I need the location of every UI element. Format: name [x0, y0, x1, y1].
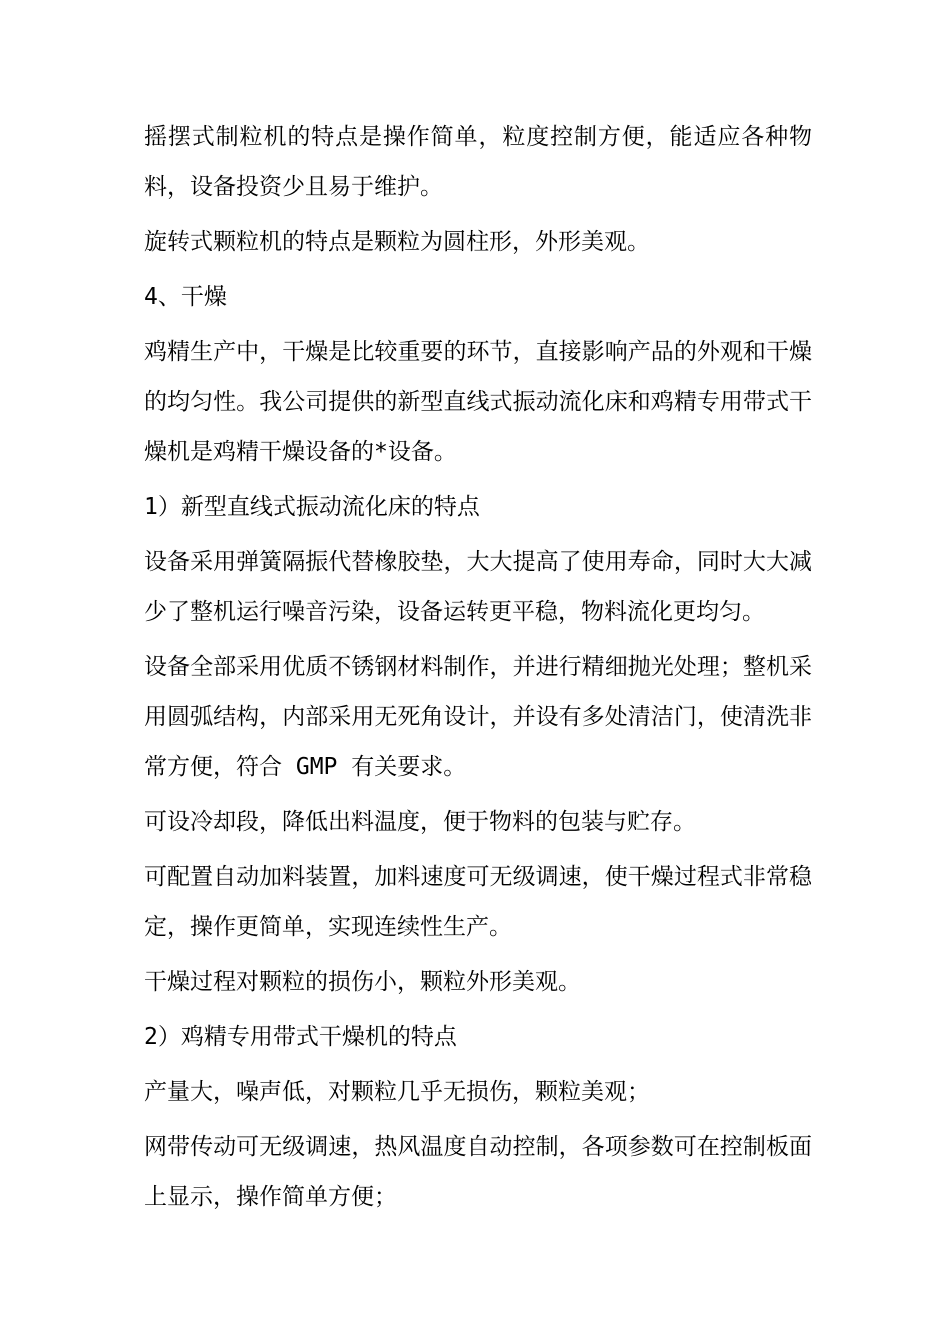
paragraph-low-damage: 干燥过程对颗粒的损伤小，颗粒外形美观。	[144, 969, 581, 995]
paragraph-auto-feeding: 可配置自动加料装置，加料速度可无级调速，使干燥过程式非常稳定，操作更简单，实现连续性生产。	[144, 864, 812, 940]
paragraph-oscillating-granulator: 摇摆式制粒机的特点是操作简单，粒度控制方便，能适应各种物料，设备投资少且易于维护。	[144, 124, 812, 200]
paragraph-belt-drive: 网带传动可无级调速，热风温度自动控制，各项参数可在控制板面上显示，操作简单方便；	[144, 1134, 812, 1210]
paragraph-cooling-section: 可设冷却段，降低出料温度，便于物料的包装与贮存。	[144, 809, 696, 835]
paragraph-stainless-steel: 设备全部采用优质不锈钢材料制作，并进行精细抛光处理；整机采用圆弧结构，内部采用无死角设计，并设有多处清洁门，使清洗非常方便，符合 GMP 有关要求。	[144, 654, 812, 780]
subheading-fluid-bed: 1）新型直线式振动流化床的特点	[144, 494, 480, 520]
paragraph-rotary-granulator: 旋转式颗粒机的特点是颗粒为圆柱形，外形美观。	[144, 229, 650, 255]
paragraph-spring-isolation: 设备采用弹簧隔振代替橡胶垫，大大提高了使用寿命，同时大大减少了整机运行噪音污染，设备运转更平稳，物料流化更均匀。	[144, 549, 812, 625]
paragraph-drying-intro: 鸡精生产中，干燥是比较重要的环节，直接影响产品的外观和干燥的均匀性。我公司提供的新型直线式振动流化床和鸡精专用带式干燥机是鸡精干燥设备的*设备。	[144, 339, 812, 465]
document-body	[144, 112, 812, 1227]
section-heading-drying: 4、干燥	[144, 284, 227, 310]
paragraph-high-output: 产量大，噪声低，对颗粒几乎无损伤，颗粒美观；	[144, 1079, 650, 1105]
subheading-belt-dryer: 2）鸡精专用带式干燥机的特点	[144, 1024, 457, 1050]
